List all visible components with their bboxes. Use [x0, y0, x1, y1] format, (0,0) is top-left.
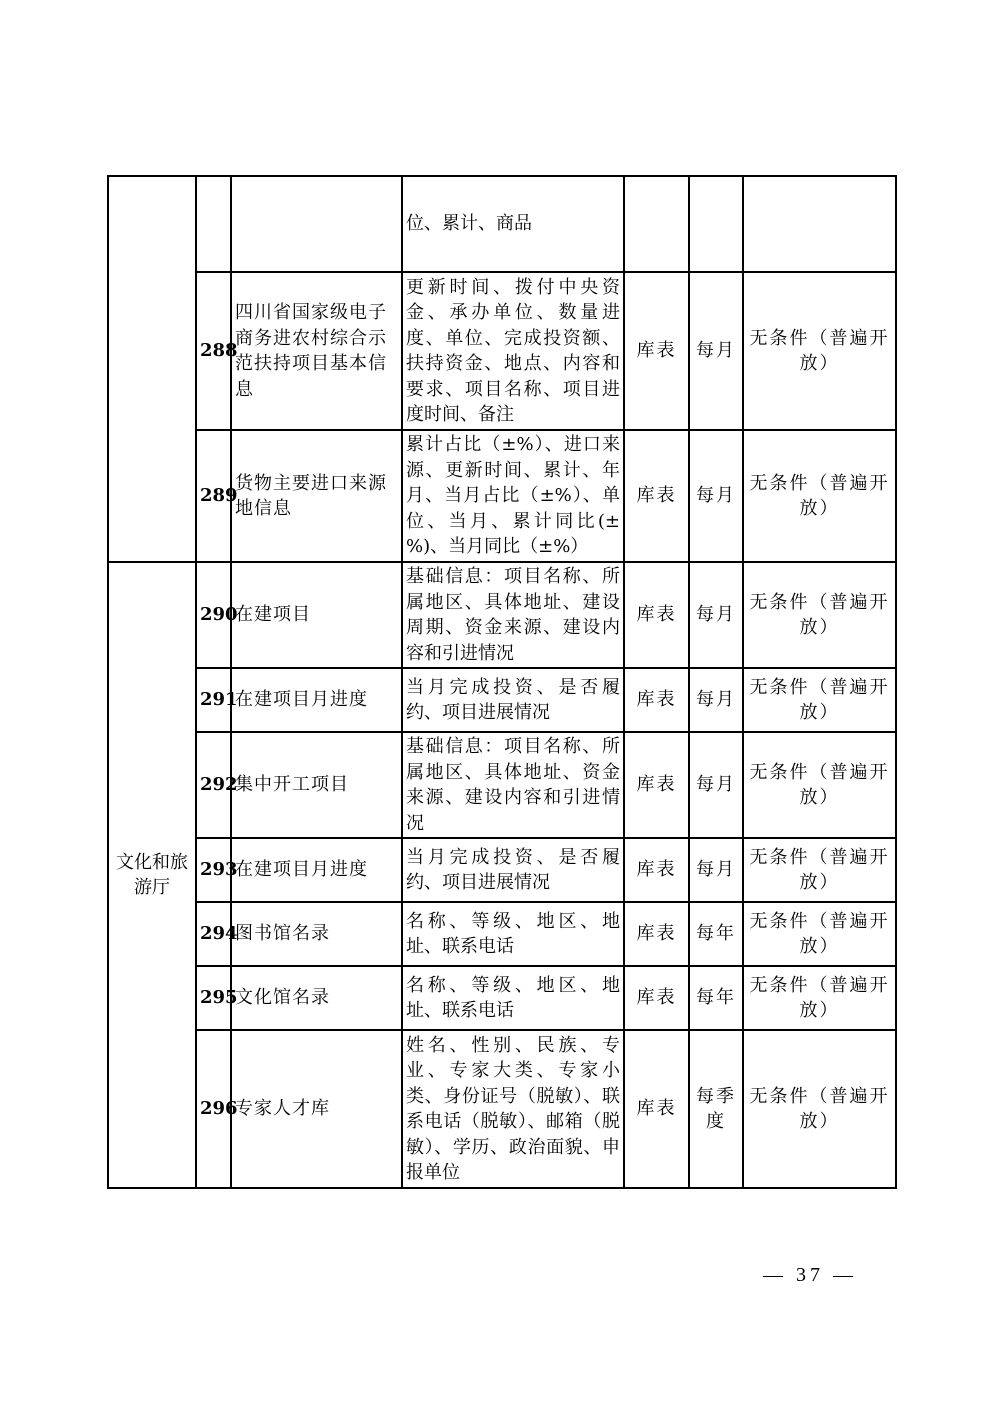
- data-name-cell: 在建项目月进度: [231, 838, 402, 902]
- data-name-cell: [231, 176, 402, 272]
- format-cell: 库表: [624, 668, 689, 732]
- frequency-cell: 每月: [689, 668, 743, 732]
- data-fields-cell: 基础信息：项目名称、所属地区、具体地址、建设周期、资金来源、建设内容和引进情况: [402, 562, 624, 668]
- data-name-cell: 在建项目: [231, 562, 402, 668]
- row-number: 293: [196, 838, 231, 902]
- row-number: 290: [196, 562, 231, 668]
- row-number: 296: [196, 1030, 231, 1188]
- open-type-cell: 无条件（普遍开放）: [743, 1030, 896, 1188]
- table-row: [108, 176, 896, 272]
- row-number: 294: [196, 902, 231, 966]
- format-cell: 库表: [624, 1030, 689, 1188]
- data-fields-cell: 名称、等级、地区、地址、联系电话: [402, 902, 624, 966]
- frequency-cell: 每年: [689, 902, 743, 966]
- open-type-cell: 无条件（普遍开放）: [743, 732, 896, 838]
- row-number: 289: [196, 430, 231, 562]
- dept-cell-culture-tourism: 文化和旅游厅: [108, 562, 196, 1188]
- data-fields-cell: 基础信息：项目名称、所属地区、具体地址、资金来源、建设内容和引进情况: [402, 732, 624, 838]
- frequency-cell: 每月: [689, 562, 743, 668]
- data-name-cell: 集中开工项目: [231, 732, 402, 838]
- data-fields-cell: 当月完成投资、是否履约、项目进展情况: [402, 668, 624, 732]
- frequency-cell: [689, 176, 743, 272]
- table-row: [108, 838, 896, 902]
- row-number: 295: [196, 966, 231, 1030]
- format-cell: 库表: [624, 732, 689, 838]
- table-row: [108, 966, 896, 1030]
- format-cell: 库表: [624, 562, 689, 668]
- format-cell: [624, 176, 689, 272]
- table-row: [108, 272, 896, 430]
- frequency-cell: 每季度: [689, 1030, 743, 1188]
- table-row: [108, 902, 896, 966]
- frequency-cell: 每年: [689, 966, 743, 1030]
- data-fields-cell: 姓名、性别、民族、专业、专家大类、专家小类、身份证号（脱敏）、联系电话（脱敏）、邮箱（脱敏）、学历、政治面貌、申报单位: [402, 1030, 624, 1188]
- open-type-cell: 无条件（普遍开放）: [743, 430, 896, 562]
- dept-cell-previous: [108, 176, 196, 562]
- data-catalog-table: [107, 175, 897, 1189]
- open-type-cell: 无条件（普遍开放）: [743, 966, 896, 1030]
- data-fields-cell: 名称、等级、地区、地址、联系电话: [402, 966, 624, 1030]
- page-number: — 37 —: [763, 1264, 857, 1286]
- frequency-cell: 每月: [689, 272, 743, 430]
- open-type-cell: 无条件（普遍开放）: [743, 902, 896, 966]
- open-type-cell: [743, 176, 896, 272]
- frequency-cell: 每月: [689, 430, 743, 562]
- row-number: [196, 176, 231, 272]
- row-number: 292: [196, 732, 231, 838]
- data-name-cell: 在建项目月进度: [231, 668, 402, 732]
- format-cell: 库表: [624, 838, 689, 902]
- data-name-cell: 图书馆名录: [231, 902, 402, 966]
- format-cell: 库表: [624, 272, 689, 430]
- data-name-cell: 四川省国家级电子商务进农村综合示范扶持项目基本信息: [231, 272, 402, 430]
- open-type-cell: 无条件（普遍开放）: [743, 562, 896, 668]
- open-type-cell: 无条件（普遍开放）: [743, 668, 896, 732]
- data-name-cell: 文化馆名录: [231, 966, 402, 1030]
- table-row: [108, 430, 896, 562]
- data-fields-cell: 更新时间、拨付中央资金、承办单位、数量进度、单位、完成投资额、扶持资金、地点、内容和要求、项目名称、项目进度时间、备注: [402, 272, 624, 430]
- row-number: 291: [196, 668, 231, 732]
- frequency-cell: 每月: [689, 732, 743, 838]
- table-row: [108, 732, 896, 838]
- table-row: [108, 668, 896, 732]
- frequency-cell: 每月: [689, 838, 743, 902]
- format-cell: 库表: [624, 966, 689, 1030]
- data-name-cell: 专家人才库: [231, 1030, 402, 1188]
- open-type-cell: 无条件（普遍开放）: [743, 838, 896, 902]
- row-number: 288: [196, 272, 231, 430]
- data-fields-cell: 累计占比（±%）、进口来源、更新时间、累计、年月、当月占比（±%）、单位、当月、累计同比(±%)、当月同比（±%）: [402, 430, 624, 562]
- table-row: [108, 562, 896, 668]
- table-row: [108, 1030, 896, 1188]
- open-type-cell: 无条件（普遍开放）: [743, 272, 896, 430]
- data-name-cell: 货物主要进口来源地信息: [231, 430, 402, 562]
- format-cell: 库表: [624, 430, 689, 562]
- data-fields-cell: 位、累计、商品: [402, 176, 624, 272]
- data-fields-cell: 当月完成投资、是否履约、项目进展情况: [402, 838, 624, 902]
- format-cell: 库表: [624, 902, 689, 966]
